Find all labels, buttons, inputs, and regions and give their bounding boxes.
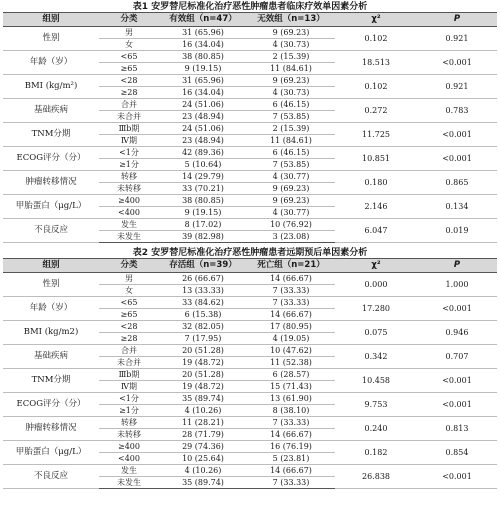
p-value-cell: <0.001: [417, 393, 497, 417]
value-b-cell: 7 (33.33): [247, 417, 335, 429]
value-a-cell: 28 (71.79): [159, 429, 247, 441]
category-cell: ≥28: [99, 87, 159, 99]
value-a-cell: 20 (51.28): [159, 369, 247, 381]
value-b-cell: 11 (52.38): [247, 357, 335, 369]
value-a-cell: 10 (25.64): [159, 453, 247, 465]
value-a-cell: 9 (19.15): [159, 63, 247, 75]
table2-header-survival: 存活组（n=39）: [159, 259, 247, 273]
value-b-cell: 2 (15.39): [247, 51, 335, 63]
category-cell: ≥28: [99, 333, 159, 345]
value-a-cell: 7 (17.95): [159, 333, 247, 345]
value-b-cell: 6 (46.15): [247, 147, 335, 159]
value-a-cell: 13 (33.33): [159, 285, 247, 297]
value-b-cell: 9 (69.23): [247, 75, 335, 87]
group-name-cell: 不良反应: [3, 219, 99, 243]
table-row: [3, 297, 497, 309]
value-b-cell: 14 (66.67): [247, 273, 335, 285]
category-cell: Ⅳ期: [99, 381, 159, 393]
table-row: [3, 465, 497, 477]
category-cell: 男: [99, 27, 159, 39]
p-value-cell: <0.001: [417, 51, 497, 75]
value-b-cell: 9 (69.23): [247, 27, 335, 39]
value-a-cell: 4 (10.26): [159, 465, 247, 477]
value-b-cell: 4 (30.73): [247, 87, 335, 99]
category-cell: 合并: [99, 345, 159, 357]
category-cell: ≥400: [99, 441, 159, 453]
value-b-cell: 4 (30.77): [247, 171, 335, 183]
group-name-cell: 年龄（岁）: [3, 297, 99, 321]
category-cell: <400: [99, 453, 159, 465]
value-b-cell: 10 (47.62): [247, 345, 335, 357]
group-name-cell: 性别: [3, 27, 99, 51]
value-b-cell: 7 (33.33): [247, 297, 335, 309]
group-name-cell: 甲胎蛋白（μg/L）: [3, 441, 99, 465]
value-b-cell: 15 (71.43): [247, 381, 335, 393]
table-row: [3, 99, 497, 111]
table-row: [3, 195, 497, 207]
chi-square-cell: 2.146: [335, 195, 417, 219]
value-b-cell: 6 (28.57): [247, 369, 335, 381]
table-row: [3, 51, 497, 63]
value-a-cell: 9 (19.15): [159, 207, 247, 219]
value-b-cell: 3 (23.08): [247, 231, 335, 243]
p-value-cell: 0.707: [417, 345, 497, 369]
value-b-cell: 7 (33.33): [247, 285, 335, 297]
value-b-cell: 6 (46.15): [247, 99, 335, 111]
p-value-cell: 0.813: [417, 417, 497, 441]
chi-square-cell: 0.102: [335, 75, 417, 99]
category-cell: <65: [99, 297, 159, 309]
p-value-cell: <0.001: [417, 147, 497, 171]
value-b-cell: 8 (38.10): [247, 405, 335, 417]
table2-header-death: 死亡组（n=21）: [247, 259, 335, 273]
value-a-cell: 35 (89.74): [159, 477, 247, 489]
value-a-cell: 23 (48.94): [159, 111, 247, 123]
value-a-cell: 26 (66.67): [159, 273, 247, 285]
p-value-cell: 0.019: [417, 219, 497, 243]
value-b-cell: 9 (69.23): [247, 195, 335, 207]
chi-square-cell: 10.851: [335, 147, 417, 171]
value-a-cell: 33 (84.62): [159, 297, 247, 309]
value-a-cell: 24 (51.06): [159, 123, 247, 135]
value-a-cell: 19 (48.72): [159, 381, 247, 393]
value-a-cell: 38 (80.85): [159, 195, 247, 207]
value-a-cell: 8 (17.02): [159, 219, 247, 231]
table1-caption: 表1 安罗替尼标准化治疗恶性肿瘤患者临床疗效单因素分析: [132, 2, 368, 12]
category-cell: Ⅲb期: [99, 123, 159, 135]
category-cell: 未合并: [99, 357, 159, 369]
value-b-cell: 16 (76.19): [247, 441, 335, 453]
p-value-cell: <0.001: [417, 369, 497, 393]
value-a-cell: 35 (89.74): [159, 393, 247, 405]
category-cell: <28: [99, 321, 159, 333]
category-cell: ≥1分: [99, 405, 159, 417]
p-value-cell: 0.134: [417, 195, 497, 219]
value-a-cell: 20 (51.28): [159, 345, 247, 357]
category-cell: 发生: [99, 219, 159, 231]
table2-caption: 表2 安罗替尼标准化治疗恶性肿瘤患者远期预后单因素分析: [132, 248, 368, 258]
value-b-cell: 11 (84.61): [247, 63, 335, 75]
table-row: [3, 171, 497, 183]
value-b-cell: 5 (23.81): [247, 453, 335, 465]
chi-square-cell: 26.838: [335, 465, 417, 489]
value-a-cell: 39 (82.98): [159, 231, 247, 243]
category-cell: Ⅳ期: [99, 135, 159, 147]
chi-square-cell: 0.102: [335, 27, 417, 51]
p-value-cell: 0.783: [417, 99, 497, 123]
table2-header-row: [3, 259, 497, 273]
p-value-cell: 1.000: [417, 273, 497, 297]
category-cell: 未转移: [99, 183, 159, 195]
value-a-cell: 29 (74.36): [159, 441, 247, 453]
table1-header-ineffective: 无效组（n=13）: [247, 13, 335, 27]
group-name-cell: ECOG评分（分）: [3, 393, 99, 417]
category-cell: 发生: [99, 465, 159, 477]
category-cell: 合并: [99, 99, 159, 111]
category-cell: 转移: [99, 171, 159, 183]
value-b-cell: 11 (84.61): [247, 135, 335, 147]
table-row: [3, 27, 497, 39]
value-a-cell: 31 (65.96): [159, 27, 247, 39]
chi-square-cell: 0.182: [335, 441, 417, 465]
table1-header-chi: χ²: [335, 13, 417, 27]
chi-square-cell: 0.272: [335, 99, 417, 123]
category-cell: ≥1分: [99, 159, 159, 171]
chi-square-cell: 0.180: [335, 171, 417, 195]
group-name-cell: 年龄（岁）: [3, 51, 99, 75]
value-b-cell: 17 (80.95): [247, 321, 335, 333]
value-b-cell: 4 (30.77): [247, 207, 335, 219]
group-name-cell: ECOG评分（分）: [3, 147, 99, 171]
chi-square-cell: 0.342: [335, 345, 417, 369]
table2: [3, 258, 497, 489]
value-b-cell: 2 (15.39): [247, 123, 335, 135]
category-cell: <65: [99, 51, 159, 63]
category-cell: <1分: [99, 147, 159, 159]
value-b-cell: 7 (33.33): [247, 477, 335, 489]
group-name-cell: 基础疾病: [3, 345, 99, 369]
p-value-cell: 0.946: [417, 321, 497, 345]
table-row: [3, 393, 497, 405]
value-a-cell: 4 (10.26): [159, 405, 247, 417]
p-value-cell: <0.001: [417, 123, 497, 147]
table1-header-effective: 有效组（n=47）: [159, 13, 247, 27]
category-cell: ≥400: [99, 195, 159, 207]
table1-header-category: 分类: [99, 13, 159, 27]
group-name-cell: 肿瘤转移情况: [3, 171, 99, 195]
chi-square-cell: 0.240: [335, 417, 417, 441]
value-a-cell: 16 (34.04): [159, 87, 247, 99]
value-b-cell: 14 (66.67): [247, 429, 335, 441]
table-row: [3, 75, 497, 87]
category-cell: ≥65: [99, 63, 159, 75]
table-row: [3, 147, 497, 159]
value-b-cell: 14 (66.67): [247, 465, 335, 477]
value-b-cell: 7 (53.85): [247, 159, 335, 171]
table2-header-chi: χ²: [335, 259, 417, 273]
table-row: [3, 345, 497, 357]
value-b-cell: 13 (61.90): [247, 393, 335, 405]
group-name-cell: 不良反应: [3, 465, 99, 489]
table-row: [3, 417, 497, 429]
value-b-cell: 7 (53.85): [247, 111, 335, 123]
p-value-cell: 0.865: [417, 171, 497, 195]
table-row: [3, 273, 497, 285]
category-cell: <400: [99, 207, 159, 219]
category-cell: ≥65: [99, 309, 159, 321]
table-row: [3, 123, 497, 135]
table1-body: [3, 27, 497, 243]
category-cell: 未发生: [99, 477, 159, 489]
chi-square-cell: 9.753: [335, 393, 417, 417]
value-a-cell: 19 (48.72): [159, 357, 247, 369]
table1-header-group: 组别: [3, 13, 99, 27]
category-cell: 男: [99, 273, 159, 285]
table2-header-category: 分类: [99, 259, 159, 273]
category-cell: <1分: [99, 393, 159, 405]
group-name-cell: TNM分期: [3, 123, 99, 147]
group-name-cell: BMI (kg/m2): [3, 321, 99, 345]
value-b-cell: 4 (19.05): [247, 333, 335, 345]
table1-header-row: [3, 13, 497, 27]
table-row: [3, 441, 497, 453]
p-value-cell: 0.921: [417, 75, 497, 99]
table1-header-p: P: [417, 13, 497, 27]
table2-header-group: 组别: [3, 259, 99, 273]
value-a-cell: 31 (65.96): [159, 75, 247, 87]
value-a-cell: 16 (34.04): [159, 39, 247, 51]
category-cell: 女: [99, 39, 159, 51]
value-b-cell: 4 (30.73): [247, 39, 335, 51]
group-name-cell: 性别: [3, 273, 99, 297]
p-value-cell: <0.001: [417, 297, 497, 321]
chi-square-cell: 6.047: [335, 219, 417, 243]
group-name-cell: BMI (kg/m²): [3, 75, 99, 99]
group-name-cell: 甲胎蛋白（μg/L）: [3, 195, 99, 219]
chi-square-cell: 10.458: [335, 369, 417, 393]
value-a-cell: 11 (28.21): [159, 417, 247, 429]
table-row: [3, 369, 497, 381]
value-b-cell: 10 (76.92): [247, 219, 335, 231]
group-name-cell: 基础疾病: [3, 99, 99, 123]
table1: [3, 12, 497, 243]
p-value-cell: <0.001: [417, 465, 497, 489]
category-cell: 女: [99, 285, 159, 297]
value-a-cell: 38 (80.85): [159, 51, 247, 63]
value-a-cell: 32 (82.05): [159, 321, 247, 333]
table-row: [3, 321, 497, 333]
chi-square-cell: 17.280: [335, 297, 417, 321]
group-name-cell: TNM分期: [3, 369, 99, 393]
chi-square-cell: 11.725: [335, 123, 417, 147]
chi-square-cell: 18.513: [335, 51, 417, 75]
chi-square-cell: 0.000: [335, 273, 417, 297]
p-value-cell: 0.854: [417, 441, 497, 465]
category-cell: 未发生: [99, 231, 159, 243]
category-cell: 转移: [99, 417, 159, 429]
value-a-cell: 5 (10.64): [159, 159, 247, 171]
value-a-cell: 42 (89.36): [159, 147, 247, 159]
value-b-cell: 14 (66.67): [247, 309, 335, 321]
table2-header-p: P: [417, 259, 497, 273]
category-cell: 未合并: [99, 111, 159, 123]
category-cell: 未转移: [99, 429, 159, 441]
group-name-cell: 肿瘤转移情况: [3, 417, 99, 441]
category-cell: <28: [99, 75, 159, 87]
category-cell: Ⅲb期: [99, 369, 159, 381]
value-a-cell: 24 (51.06): [159, 99, 247, 111]
value-a-cell: 23 (48.94): [159, 135, 247, 147]
value-a-cell: 6 (15.38): [159, 309, 247, 321]
p-value-cell: 0.921: [417, 27, 497, 51]
table-row: [3, 219, 497, 231]
chi-square-cell: 0.075: [335, 321, 417, 345]
table2-body: [3, 273, 497, 489]
value-a-cell: 33 (70.21): [159, 183, 247, 195]
value-a-cell: 14 (29.79): [159, 171, 247, 183]
value-b-cell: 9 (69.23): [247, 183, 335, 195]
